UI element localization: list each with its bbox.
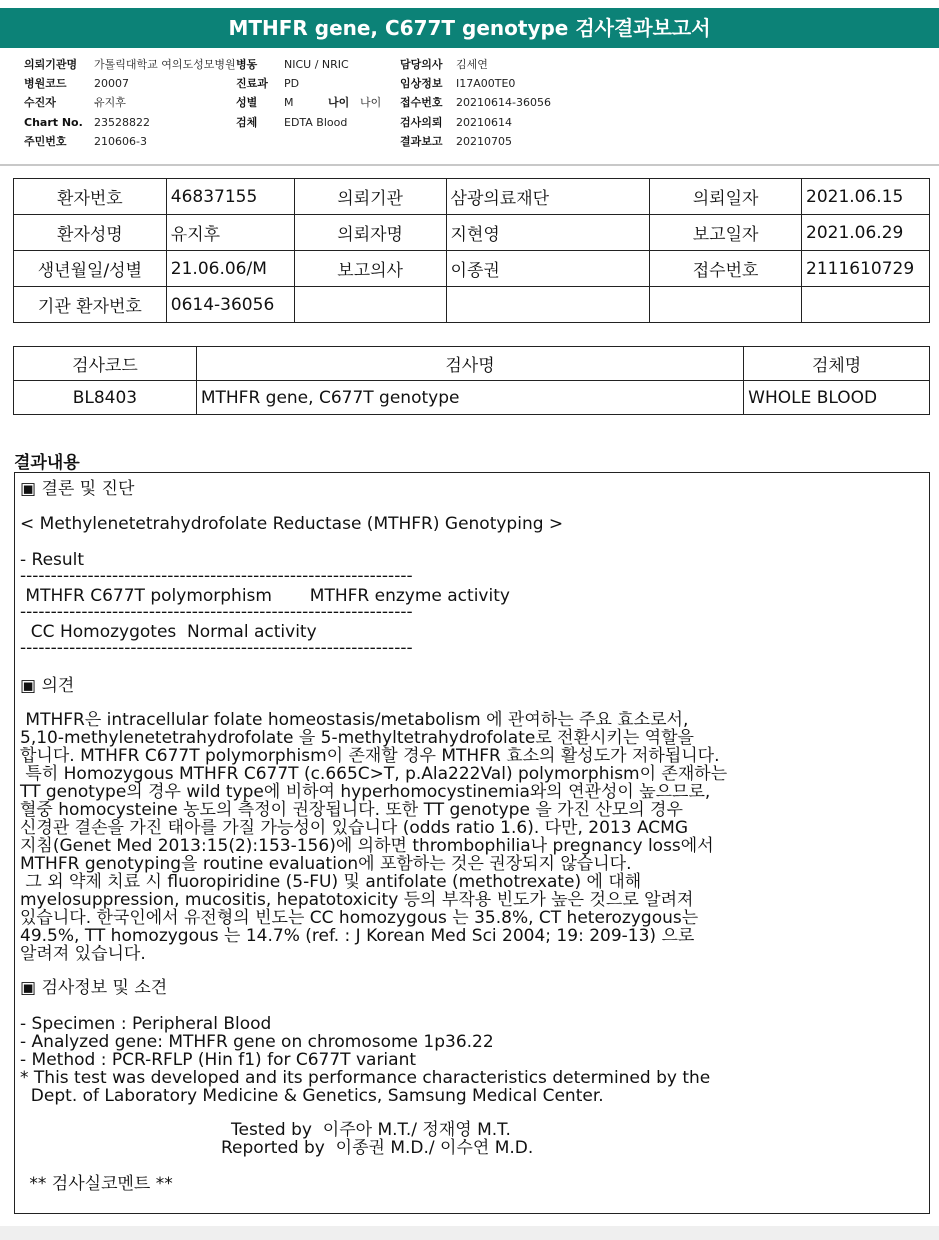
empty-cell [802, 287, 930, 323]
info-line: Dept. of Laboratory Medicine & Genetics, Samsung Medical Center. [20, 1086, 604, 1106]
value-cell: 유지후 [166, 215, 294, 251]
value-cell: 2021.06.29 [802, 215, 930, 251]
value-cell: 46837155 [166, 179, 294, 215]
info-line: * This test was developed and its performance characteristics determined by the [20, 1068, 711, 1088]
opinion-line: 혈중 homocysteine 농도의 측정이 권장됩니다. 또한 TT genotype 을 가진 산모의 경우 [20, 800, 683, 820]
label-cell: 생년월일/성별 [14, 251, 167, 287]
test-name-cell: MTHFR gene, C677T genotype [196, 381, 743, 415]
test-code-table [13, 346, 930, 415]
info-line: - Specimen : Peripheral Blood [20, 1014, 272, 1034]
info-line: - Analyzed gene: MTHFR gene on chromosome 1p36.22 [20, 1032, 494, 1052]
page-footer-band [0, 1226, 939, 1240]
meta-org: 의뢰기관명 가톨릭대학교 여의도성모병원 [24, 58, 236, 71]
value-cell: 지현영 [446, 215, 650, 251]
result-line: < Methylenetetrahydrofolate Reductase (MTHFR) Genotyping > [20, 514, 564, 534]
meta-report-date: 결과보고 20210705 [400, 135, 512, 148]
empty-cell [294, 287, 446, 323]
label-cell: 기관 환자번호 [14, 287, 167, 323]
info-line: - Method : PCR-RFLP (Hin f1) for C677T variant [20, 1050, 417, 1070]
opinion-line: 있습니다. 한국인에서 유전형의 빈도는 CC homozygous 는 35.8%, CT heterozygous는 [20, 908, 699, 928]
table-row [14, 251, 930, 287]
table-header-row [14, 347, 930, 381]
opinion-line: 특히 Homozygous MTHFR C677T (c.665C>T, p.Ala222Val) polymorphism이 존재하는 [20, 764, 728, 784]
label-cell: 보고의사 [294, 251, 446, 287]
meta-doctor: 담당의사 김세연 [400, 58, 488, 71]
meta-patient: 수진자 유지후 [24, 96, 126, 109]
table-row [14, 179, 930, 215]
meta-hospital-code: 병원코드 20007 [24, 77, 129, 90]
empty-cell [650, 287, 802, 323]
tested-by-line: Tested by 이주아 M.T./ 정재영 M.T. [231, 1120, 511, 1140]
table-row [14, 381, 930, 415]
opinion-line: 신경관 결손을 가진 태아를 가질 가능성이 있습니다 (odds ratio 1.6). 다만, 2013 ACMG [20, 818, 689, 838]
meta-resident-no: 주민번호 210606-3 [24, 135, 147, 148]
value-cell: 이종권 [446, 251, 650, 287]
label-cell: 환자번호 [14, 179, 167, 215]
label-cell: 의뢰자명 [294, 215, 446, 251]
column-header: 검사코드 [14, 347, 197, 381]
column-header: 검체명 [744, 347, 930, 381]
meta-chart-no: Chart No. 23528822 [24, 116, 150, 129]
meta-receipt-no: 접수번호 20210614-36056 [400, 96, 551, 109]
result-content-box [14, 472, 930, 1214]
result-line: CC Homozygotes Normal activity [20, 622, 317, 642]
specimen-name-cell: WHOLE BLOOD [744, 381, 930, 415]
empty-cell [446, 287, 650, 323]
opinion-line: myelosuppression, mucositis, hepatotoxicity 등의 부작용 빈도가 높은 것으로 알려져 [20, 890, 694, 910]
label-cell: 의뢰기관 [294, 179, 446, 215]
divider-line: ---------------------------------------------------------------- [20, 602, 413, 622]
opinion-line: 알려져 있습니다. [20, 944, 146, 964]
value-cell: 2021.06.15 [802, 179, 930, 215]
opinion-line: MTHFR은 intracellular folate homeostasis/metabolism 에 관여하는 주요 효소로서, [20, 710, 689, 730]
report-title: MTHFR gene, C677T genotype 검사결과보고서 [0, 8, 939, 48]
column-header: 검사명 [196, 347, 743, 381]
result-line: MTHFR C677T polymorphism MTHFR enzyme activity [20, 586, 510, 606]
meta-request-date: 검사의뢰 20210614 [400, 116, 512, 129]
test-code-cell: BL8403 [14, 381, 197, 415]
table-row [14, 287, 930, 323]
section-heading: ▣ 검사정보 및 소견 [20, 978, 168, 998]
table-row [14, 215, 930, 251]
opinion-line: 49.5%, TT homozygous 는 14.7% (ref. : J Korean Med Sci 2004; 19: 209-13) 으로 [20, 926, 695, 946]
label-cell: 환자성명 [14, 215, 167, 251]
result-line: - Result [20, 550, 85, 570]
label-cell: 의뢰일자 [650, 179, 802, 215]
opinion-line: 그 외 약제 치료 시 fluoropiridine (5-FU) 및 antifolate (methotrexate) 에 대해 [20, 872, 642, 892]
section-heading: ▣ 의견 [20, 676, 75, 696]
meta-ward: 병동 NICU / NRIC [236, 58, 349, 71]
section-heading: ▣ 결론 및 진단 [20, 479, 135, 499]
opinion-line: 지침(Genet Med 2013:15(2):153-156)에 의하면 thrombophilia나 pregnancy loss에서 [20, 836, 714, 856]
label-cell: 접수번호 [650, 251, 802, 287]
patient-info-table [13, 178, 930, 323]
meta-sex: 성별 M [236, 96, 294, 109]
value-cell: 21.06.06/M [166, 251, 294, 287]
result-section-label: 결과내용 [14, 453, 80, 473]
opinion-line: MTHFR genotyping을 routine evaluation에 포함하는 것은 권장되지 않습니다. [20, 854, 632, 874]
divider-line: ---------------------------------------------------------------- [20, 566, 413, 586]
meta-clinical-info: 임상정보 I17A00TE0 [400, 77, 516, 90]
meta-specimen: 검체 EDTA Blood [236, 116, 348, 129]
opinion-line: TT genotype의 경우 wild type에 비하여 hyperhomocystinemia와의 연관성이 높으므로, [20, 782, 711, 802]
value-cell: 0614-36056 [166, 287, 294, 323]
meta-department: 진료과 PD [236, 77, 300, 90]
meta-divider [0, 164, 939, 166]
opinion-line: 5,10-methylenetetrahydrofolate 을 5-methyltetrahydrofolate로 전환시키는 역할을 [20, 728, 694, 748]
value-cell: 삼광의료재단 [446, 179, 650, 215]
report-meta [0, 54, 939, 164]
meta-age: 나이 나이 [328, 96, 382, 109]
lab-comment-heading: ** 검사실코멘트 ** [24, 1174, 173, 1194]
value-cell: 2111610729 [802, 251, 930, 287]
reported-by-line: Reported by 이종권 M.D./ 이수연 M.D. [221, 1138, 534, 1158]
opinion-line: 합니다. MTHFR C677T polymorphism이 존재할 경우 MTHFR 효소의 활성도가 저하됩니다. [20, 746, 720, 766]
label-cell: 보고일자 [650, 215, 802, 251]
divider-line: ---------------------------------------------------------------- [20, 638, 413, 658]
